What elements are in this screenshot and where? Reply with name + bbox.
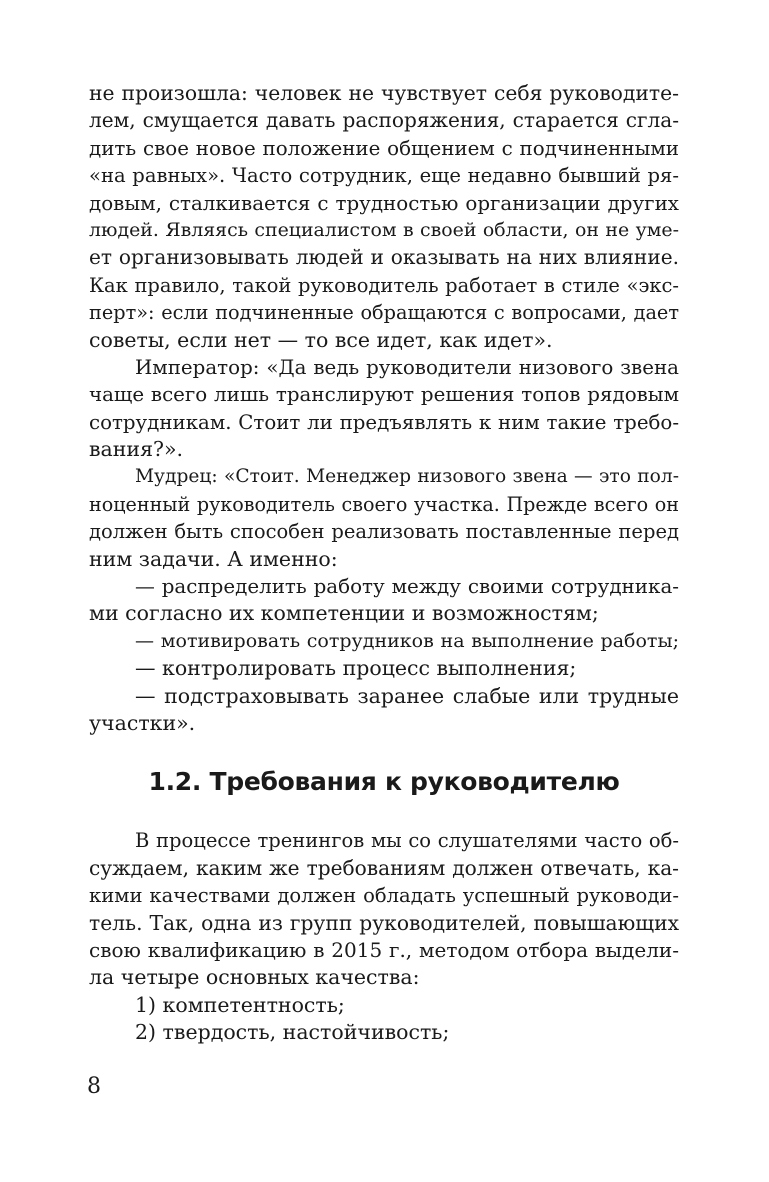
text-line: Как правило, такой руководитель работает в стиле «экс- <box>89 273 679 297</box>
text-line: суждаем, каким же требованиям должен отвечать, ка- <box>89 855 679 880</box>
paragraph-continued <box>89 80 679 354</box>
text-line: тель. Так, одна из групп руководителей, повышающих <box>89 910 679 935</box>
text-line: ми согласно их компетенции и возможностям; <box>89 601 599 626</box>
text-line: лем, смущается давать распоряжения, старается сгла- <box>89 108 679 133</box>
text-line: В процессе тренингов мы со слушателями часто об- <box>135 829 679 853</box>
text-line: Мудрец: «Стоит. Менеджер низового звена — это пол- <box>135 466 679 488</box>
text-line: кими качествами должен обладать успешный руководи- <box>89 884 679 908</box>
text-line: участки». <box>89 710 196 735</box>
text-line: Император: «Да ведь руководители низового звена <box>135 355 679 379</box>
list-item <box>89 655 679 682</box>
text-line: ним задачи. А именно: <box>89 546 338 571</box>
text-line: «на равных». Часто сотрудник, еще недавно бывший ря- <box>89 164 679 188</box>
list-item: 1) компетентность; <box>135 992 345 1017</box>
text-line: — мотивировать сотрудников на выполнение работы; <box>135 629 679 652</box>
text-line: должен быть способен реализовать поставленные перед <box>89 520 679 544</box>
text-line: вания?». <box>89 437 184 462</box>
text-line: перт»: если подчиненные обращаются с вопросами, дает <box>89 301 679 325</box>
task-list <box>89 573 679 737</box>
list-item <box>89 573 679 628</box>
text-line: чаще всего лишь транслируют решения топов рядовым <box>89 383 679 407</box>
text-line: ла четыре основных качества: <box>89 965 420 990</box>
text-line: ет организовывать людей и оказывать на них влияние. <box>89 245 679 270</box>
list-item <box>89 628 679 655</box>
text-line: — подстраховывать заранее слабые или трудные <box>135 683 679 708</box>
text-line: не произошла: человек не чувствует себя руководите- <box>89 81 679 105</box>
text-line: свою квалификацию в 2015 г., методом отбора выдели- <box>89 937 679 962</box>
section-heading: 1.2. Требования к руководителю <box>148 767 620 797</box>
text-line: сотрудникам. Стоит ли предъявлять к ним такие требо- <box>89 410 679 434</box>
paragraph-emperor <box>89 354 679 464</box>
text-line: довым, сталкивается с трудностью организации других <box>89 191 679 215</box>
text-line: дить свое новое положение общением с подчиненными <box>89 136 679 160</box>
list-item <box>89 683 679 738</box>
list-item: 2) твердость, настойчивость; <box>135 1020 450 1045</box>
page-number: 8 <box>87 1074 101 1099</box>
text-line: ноценный руководитель своего участка. Прежде всего он <box>89 492 679 516</box>
paragraph-training <box>89 827 679 991</box>
paragraph-sage <box>89 463 679 573</box>
page-body <box>89 80 679 1047</box>
text-line: советы, если нет — то все идет, как идет». <box>89 327 553 352</box>
qualities-list <box>89 992 679 1047</box>
text-line: — распределить работу между своими сотрудника- <box>135 575 679 599</box>
text-line: людей. Являясь специалистом в своей области, он не уме- <box>89 218 679 241</box>
text-line: — контролировать процесс выполнения; <box>135 656 577 681</box>
